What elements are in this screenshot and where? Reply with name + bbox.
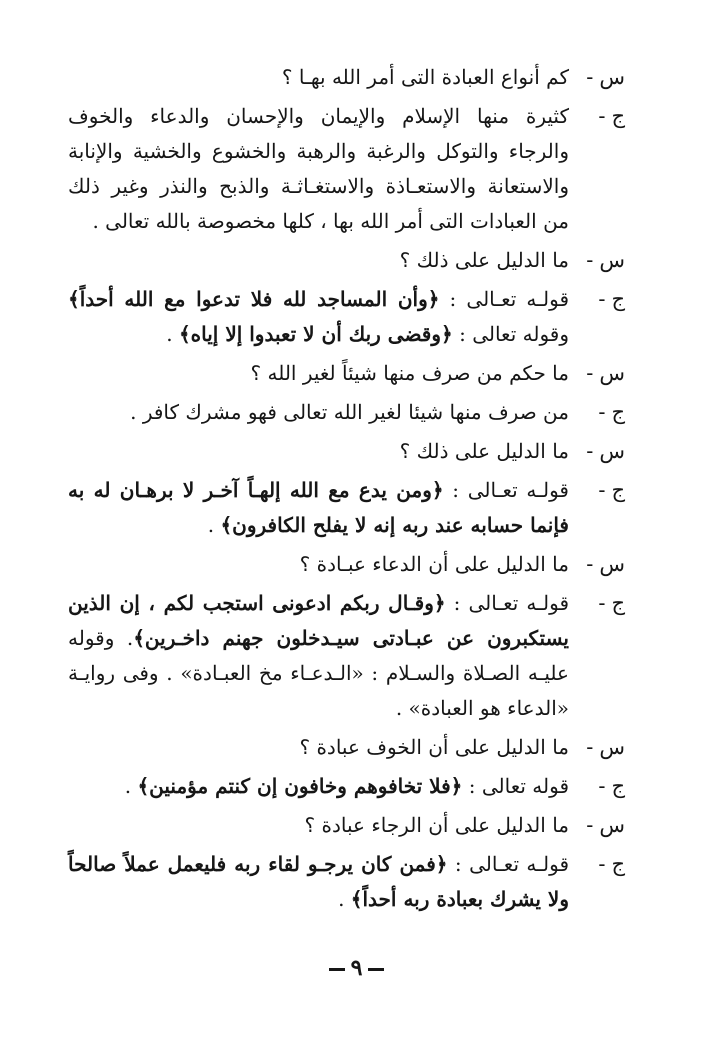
answer-intro: قولـه تعـالى : bbox=[439, 287, 569, 311]
page-number-value: ٩ bbox=[350, 955, 363, 981]
label-dash: - bbox=[586, 361, 594, 385]
answer-label: ج bbox=[611, 478, 625, 502]
answer-label: ج bbox=[611, 104, 625, 128]
answer-label: ج bbox=[611, 591, 625, 615]
quran-quote: ﴿فلا تخافوهم وخافون إن كنتم مؤمنين﴾ bbox=[137, 774, 463, 798]
label-dash: - bbox=[586, 813, 594, 837]
qa-question bbox=[68, 434, 625, 469]
answer-label: ج bbox=[611, 287, 625, 311]
qa-answer bbox=[68, 282, 625, 352]
answer-text: كثيرة منها الإسلام والإيمان والإحسان والدعاء والخوف والرجاء والتوكل والرغبة والرهبة والخشوع والخشية والإنابة والاستعانة والاستعـاذة والاستغـاثـة والذبح والنذر وغير ذلك من العبادات التى أمر الله بها ، كلها مخصوصة بالله تعالى . bbox=[68, 104, 569, 233]
question-label: س bbox=[599, 552, 625, 576]
question-text: ما الدليل على ذلك ؟ bbox=[399, 248, 569, 272]
quran-quote: ﴿ومن يدع مع الله إلهـاً آخـر لا برهـان له به فإنما حسابه عند ربه إنه لا يفلح الكافرون﴾ bbox=[68, 478, 569, 537]
label-dash: - bbox=[598, 591, 606, 615]
question-text: كم أنواع العبادة التى أمر الله بهـا ؟ bbox=[281, 65, 569, 89]
hadith-text: . وقوله عليـه الصـلاة والسـلام : «الـدعـاء مخ العبـادة» . وفى روايـة «الدعاء هو العبادة» . bbox=[68, 626, 569, 720]
answer-intro: قولـه تعـالى : bbox=[445, 591, 569, 615]
label-dash: - bbox=[586, 552, 594, 576]
page-number bbox=[0, 955, 713, 981]
qa-answer bbox=[68, 99, 625, 239]
label-dash: - bbox=[586, 65, 594, 89]
label-dash: - bbox=[586, 735, 594, 759]
question-label: س bbox=[599, 248, 625, 272]
answer-text bbox=[68, 769, 569, 804]
question-label: س bbox=[599, 439, 625, 463]
answer-end: . bbox=[338, 887, 351, 911]
quran-quote: ﴿فمن كان يرجـو لقاء ربه فليعمل عملاً صالحاً ولا يشرك بعبادة ربه أحداً﴾ bbox=[68, 852, 569, 911]
answer-text bbox=[68, 282, 569, 352]
question-text: ما الدليل على أن الخوف عبادة ؟ bbox=[299, 735, 569, 759]
label-dash: - bbox=[586, 439, 594, 463]
answer-text bbox=[68, 473, 569, 543]
answer-label: ج bbox=[611, 852, 625, 876]
question-label: س bbox=[599, 361, 625, 385]
answer-end: . bbox=[207, 513, 221, 537]
answer-end: . bbox=[166, 322, 179, 346]
label-dash: - bbox=[598, 478, 606, 502]
page-number-dash-right bbox=[368, 968, 384, 971]
page-number-dash-left bbox=[329, 968, 345, 971]
qa-question bbox=[68, 60, 625, 95]
label-dash: - bbox=[598, 400, 606, 424]
answer-intro: قولـه تعـالى : bbox=[447, 852, 569, 876]
qa-question bbox=[68, 356, 625, 391]
question-label: س bbox=[599, 735, 625, 759]
label-dash: - bbox=[598, 774, 606, 798]
qa-answer bbox=[68, 769, 625, 804]
label-dash: - bbox=[586, 248, 594, 272]
answer-text bbox=[68, 847, 569, 917]
answer-end: . bbox=[124, 774, 138, 798]
qa-question bbox=[68, 730, 625, 765]
quran-quote: ﴿وأن المساجد لله فلا تدعوا مع الله أحداً﴾ bbox=[68, 287, 440, 311]
answer-label: ج bbox=[611, 400, 625, 424]
qa-question bbox=[68, 243, 625, 278]
answer-intro: قوله تعالى : bbox=[462, 774, 569, 798]
qa-answer bbox=[68, 473, 625, 543]
answer-intro: قولـه تعـالى : bbox=[443, 478, 569, 502]
question-label: س bbox=[599, 65, 625, 89]
qa-answer bbox=[68, 847, 625, 917]
question-text: ما الدليل على أن الدعاء عبـادة ؟ bbox=[299, 552, 569, 576]
qa-question bbox=[68, 547, 625, 582]
qa-answer bbox=[68, 395, 625, 430]
qa-question bbox=[68, 808, 625, 843]
quran-quote: ﴿وقضى ربك أن لا تعبدوا إلا إياه﴾ bbox=[178, 322, 453, 346]
question-text: ما الدليل على أن الرجاء عبادة ؟ bbox=[304, 813, 569, 837]
label-dash: - bbox=[598, 287, 606, 311]
answer-text: من صرف منها شيئا لغير الله تعالى فهو مشرك كافر . bbox=[130, 400, 569, 424]
answer-label: ج bbox=[611, 774, 625, 798]
label-dash: - bbox=[598, 104, 606, 128]
quran-quote: ﴿وقـال ربكم ادعونى استجب لكم ، إن الذين يستكبرون عن عبـادتى سيـدخلون جهنم داخـرين﴾ bbox=[68, 591, 569, 650]
question-text: ما حكم من صرف منها شيئاً لغير الله ؟ bbox=[250, 361, 569, 385]
question-label: س bbox=[599, 813, 625, 837]
qa-answer bbox=[68, 586, 625, 726]
answer-connector: وقوله تعالى : bbox=[452, 322, 569, 346]
label-dash: - bbox=[598, 852, 606, 876]
answer-text bbox=[68, 586, 569, 726]
question-text: ما الدليل على ذلك ؟ bbox=[399, 439, 569, 463]
